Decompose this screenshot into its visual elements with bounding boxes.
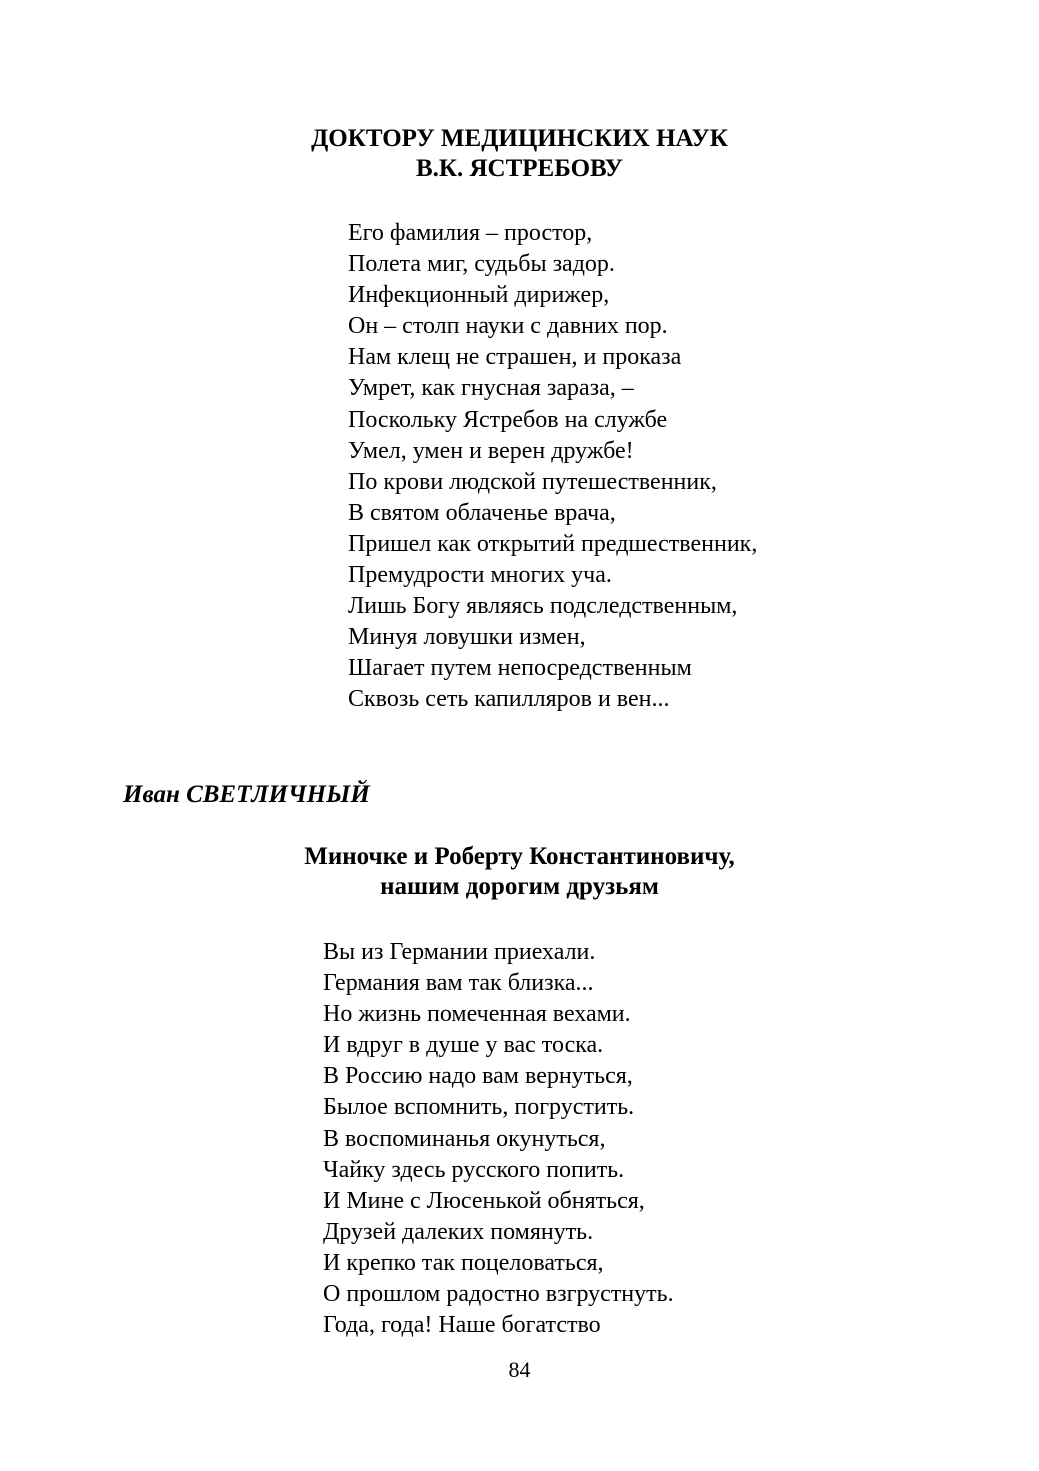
poem-line: По крови людской путешественник, — [348, 468, 717, 495]
poem-line: Его фамилия – простор, — [348, 220, 593, 246]
poem-line: Года, года! Наше богатство — [323, 1312, 601, 1339]
poem-yastrebov — [348, 218, 757, 716]
poem-line: О прошлом радостно взгрустнуть. — [323, 1281, 674, 1308]
poem-line: Лишь Богу являясь подследственным, — [348, 593, 738, 620]
poem-line: Былое вспомнить, погрустить. — [323, 1094, 635, 1121]
title-line: В.К. ЯСТРЕБОВУ — [415, 155, 624, 182]
poem-line: Германия вам так близка... — [323, 970, 594, 997]
poem-line: Но жизнь помеченная вехами. — [323, 1001, 631, 1028]
poem-friends — [323, 937, 674, 1341]
title-line: Миночке и Роберту Константиновичу, — [304, 843, 735, 870]
poem-line: И крепко так поцеловаться, — [323, 1249, 604, 1276]
poem-line: Шагает путем непосредственным — [348, 655, 692, 682]
poem-line: Минуя ловушки измен, — [348, 624, 586, 651]
poem-line: Нам клещ не страшен, и проказа — [348, 344, 682, 371]
poem-line: Чайку здесь русского попить. — [323, 1156, 625, 1183]
poem-line: В святом облаченье врача, — [348, 499, 616, 526]
poem-title-friends — [0, 842, 1039, 902]
poem-line: Полета миг, судьбы задор. — [348, 251, 615, 278]
poem-line: И вдруг в душе у вас тоска. — [323, 1032, 604, 1059]
poem-line: Он – столп науки с давних пор. — [348, 313, 668, 340]
poem-line: Пришел как открытий предшественник, — [348, 530, 758, 557]
title-line: ДОКТОРУ МЕДИЦИНСКИХ НАУК — [311, 125, 728, 152]
poem-line: Вы из Германии приехали. — [323, 939, 596, 965]
poem-line: В воспоминанья окунуться, — [323, 1125, 606, 1152]
poem-line: Умел, умен и верен дружбе! — [348, 437, 634, 464]
poem-line: Друзей далеких помянуть. — [323, 1218, 594, 1245]
poem-line: Умрет, как гнусная зараза, – — [348, 375, 634, 402]
poem-title-yastrebov — [0, 124, 1039, 184]
title-line: нашим дорогим друзьям — [380, 873, 659, 900]
poem-line: Премудрости многих уча. — [348, 562, 612, 589]
poem-line: Сквозь сеть капилляров и вен... — [348, 686, 670, 713]
poem-line: Инфекционный дирижер, — [348, 282, 610, 309]
author-name: Иван СВЕТЛИЧНЫЙ — [123, 781, 370, 808]
page-number: 84 — [508, 1357, 531, 1382]
poem-line: Поскольку Ястребов на службе — [348, 406, 668, 433]
poem-line: В Россию надо вам вернуться, — [323, 1063, 633, 1090]
poem-line: И Мине с Люсенькой обняться, — [323, 1187, 645, 1214]
